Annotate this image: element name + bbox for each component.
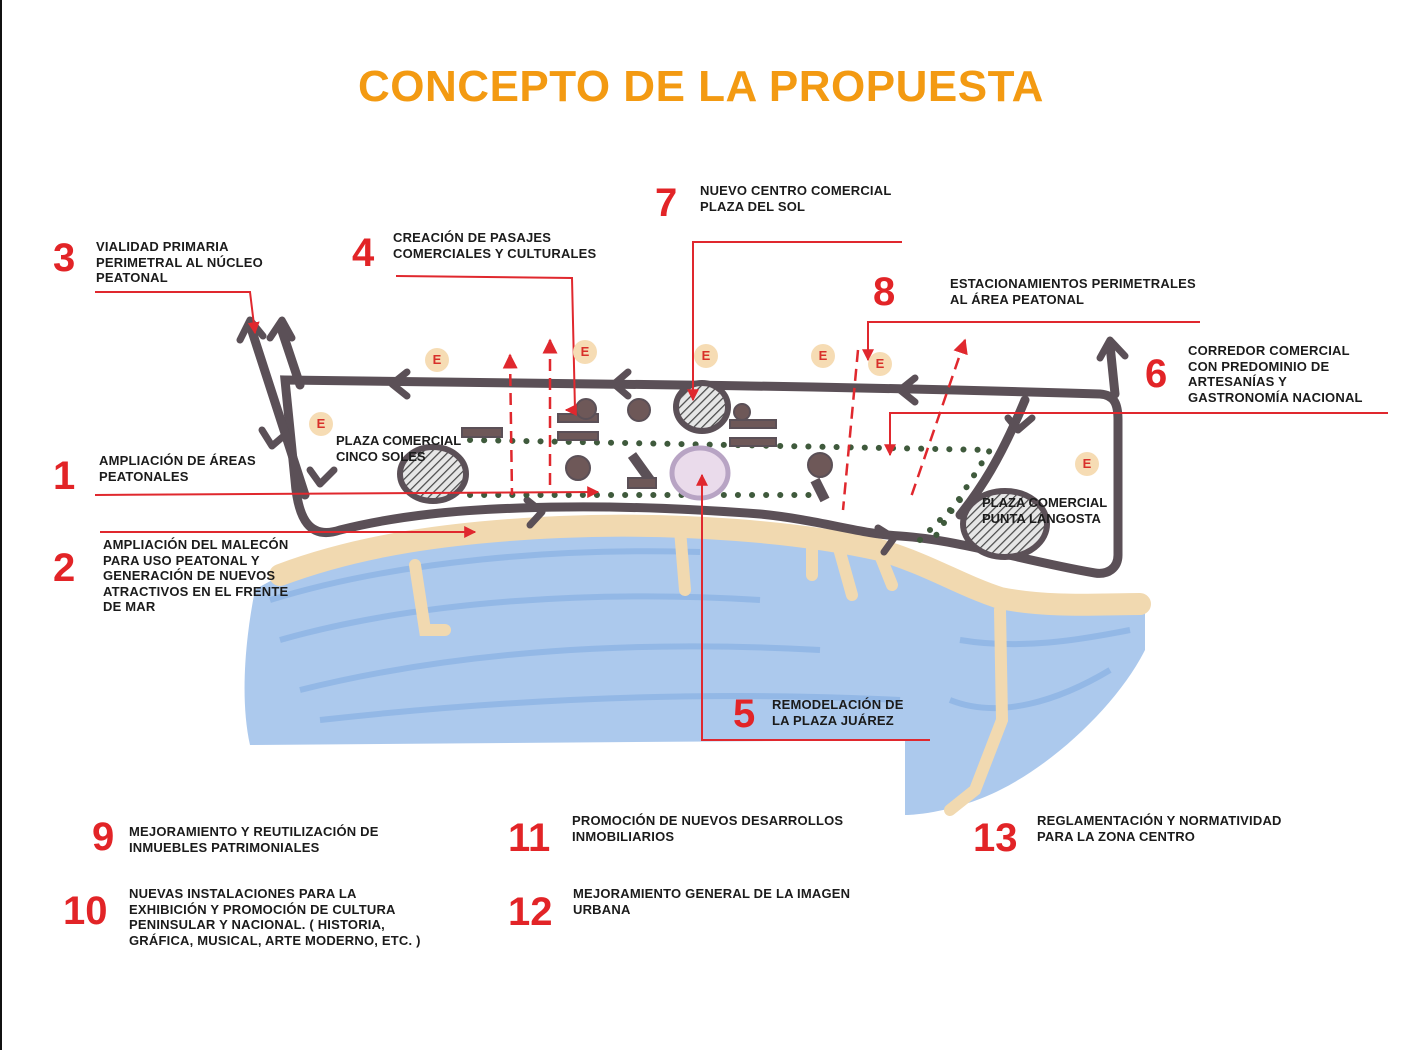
item-13-label: REGLAMENTACIÓN Y NORMATIVIDAD PARA LA ZONA CENTRO — [1037, 813, 1282, 844]
item-10-label: NUEVAS INSTALACIONES PARA LA EXHIBICIÓN Y PROMOCIÓN DE CULTURA PENINSULAR Y NACIONAL. ( HISTORIA, GRÁFICA, MUSICAL, ARTE MODERNO, ETC. ) — [129, 886, 421, 948]
item-7-label: NUEVO CENTRO COMERCIAL PLAZA DEL SOL — [700, 183, 892, 214]
parking-marker-4: E — [811, 344, 835, 368]
item-13-number: 13 — [973, 816, 1018, 860]
item-9-number: 9 — [92, 815, 115, 859]
plaza-cinco-soles-label: PLAZA COMERCIAL CINCO SOLES — [336, 433, 462, 464]
item-8-label: ESTACIONAMIENTOS PERIMETRALES AL ÁREA PEATONAL — [950, 276, 1196, 307]
plaza-del-sol-shape — [676, 383, 728, 431]
item-6-number: 6 — [1145, 352, 1168, 396]
plaza-juarez-shape — [672, 448, 728, 498]
item-2-number: 2 — [53, 546, 76, 590]
item-12-label: MEJORAMIENTO GENERAL DE LA IMAGEN URBANA — [573, 886, 851, 917]
pasajes-comerciales — [462, 399, 832, 500]
item-4-number: 4 — [352, 231, 375, 275]
parking-marker-3: E — [694, 344, 718, 368]
parking-marker-7: E — [1075, 452, 1099, 476]
plaza-punta-langosta-label: PLAZA COMERCIAL PUNTA LANGOSTA — [982, 495, 1108, 526]
item-8-number: 8 — [873, 270, 896, 314]
item-6-label: CORREDOR COMERCIAL CON PREDOMINIO DE ARTESANÍAS Y GASTRONOMÍA NACIONAL — [1188, 343, 1363, 405]
item-2-label: AMPLIACIÓN DEL MALECÓN PARA USO PEATONAL Y GENERACIÓN DE NUEVOS ATRACTIVOS EN EL FRENTE DE MAR — [103, 537, 289, 614]
item-5-number: 5 — [733, 692, 756, 736]
item-11-label: PROMOCIÓN DE NUEVOS DESARROLLOS INMOBILIARIOS — [572, 813, 844, 844]
item-12-number: 12 — [508, 890, 553, 934]
item-7-number: 7 — [655, 181, 678, 225]
slide-title: CONCEPTO DE LA PROPUESTA — [358, 62, 1044, 111]
item-3-label: VIALIDAD PRIMARIA PERIMETRAL AL NÚCLEO PEATONAL — [96, 239, 263, 285]
parking-marker-2: E — [573, 340, 597, 364]
item-3-number: 3 — [53, 236, 76, 280]
parking-marker-1: E — [425, 348, 449, 372]
item-1-number: 1 — [53, 454, 76, 498]
item-5-label: REMODELACIÓN DE LA PLAZA JUÁREZ — [772, 697, 904, 728]
item-10-number: 10 — [63, 889, 108, 933]
item-9-label: MEJORAMIENTO Y REUTILIZACIÓN DE INMUEBLES PATRIMONIALES — [129, 824, 379, 855]
parking-marker-5: E — [868, 352, 892, 376]
item-11-number: 11 — [508, 816, 551, 860]
item-1-label: AMPLIACIÓN DE ÁREAS PEATONALES — [99, 453, 256, 484]
parking-marker-6: E — [309, 412, 333, 436]
item-4-label: CREACIÓN DE PASAJES COMERCIALES Y CULTURALES — [393, 230, 597, 261]
